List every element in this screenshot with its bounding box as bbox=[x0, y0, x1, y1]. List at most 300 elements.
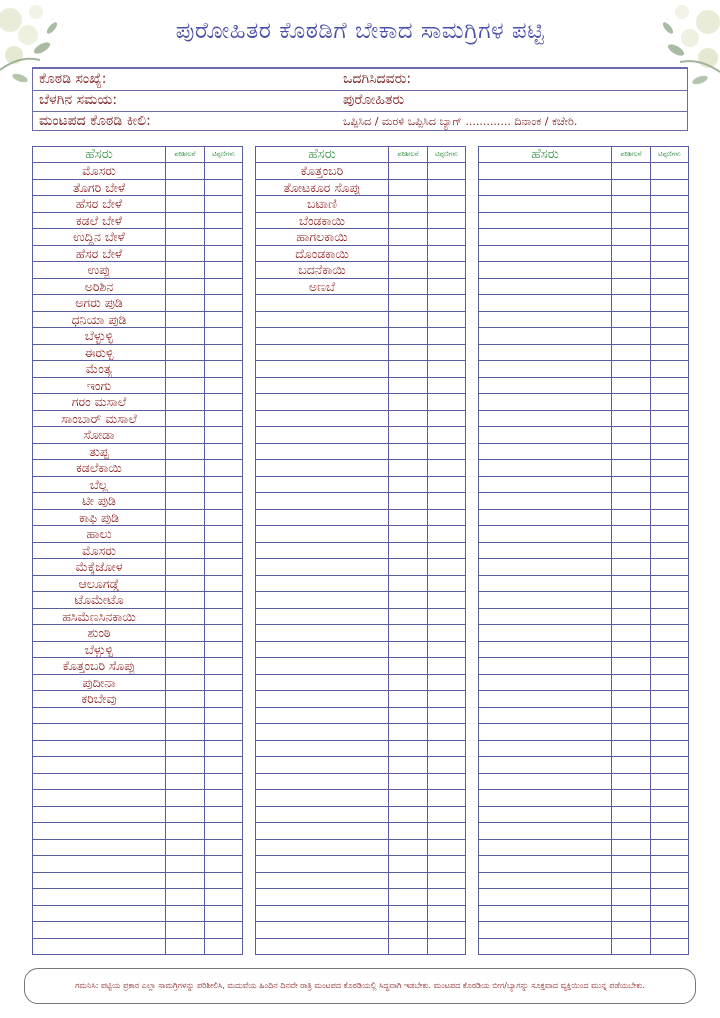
check-cell[interactable] bbox=[612, 212, 651, 229]
notes-cell[interactable] bbox=[428, 361, 466, 378]
check-cell[interactable] bbox=[612, 641, 651, 658]
check-cell[interactable] bbox=[612, 592, 651, 609]
notes-cell[interactable] bbox=[205, 163, 243, 180]
notes-cell[interactable] bbox=[428, 295, 466, 312]
check-cell[interactable] bbox=[166, 427, 205, 444]
check-cell[interactable] bbox=[166, 493, 205, 510]
check-cell[interactable] bbox=[166, 905, 205, 922]
check-cell[interactable] bbox=[166, 410, 205, 427]
check-cell[interactable] bbox=[612, 427, 651, 444]
check-cell[interactable] bbox=[612, 922, 651, 939]
check-cell[interactable] bbox=[612, 674, 651, 691]
notes-cell[interactable] bbox=[651, 806, 689, 823]
check-cell[interactable] bbox=[389, 641, 428, 658]
notes-cell[interactable] bbox=[428, 707, 466, 724]
notes-cell[interactable] bbox=[205, 905, 243, 922]
check-cell[interactable] bbox=[166, 658, 205, 675]
check-cell[interactable] bbox=[166, 856, 205, 873]
notes-cell[interactable] bbox=[651, 757, 689, 774]
notes-cell[interactable] bbox=[205, 443, 243, 460]
check-cell[interactable] bbox=[612, 229, 651, 246]
notes-cell[interactable] bbox=[205, 823, 243, 840]
notes-cell[interactable] bbox=[205, 575, 243, 592]
check-cell[interactable] bbox=[389, 361, 428, 378]
notes-cell[interactable] bbox=[651, 839, 689, 856]
notes-cell[interactable] bbox=[428, 872, 466, 889]
notes-cell[interactable] bbox=[205, 377, 243, 394]
notes-cell[interactable] bbox=[205, 361, 243, 378]
check-cell[interactable] bbox=[166, 328, 205, 345]
check-cell[interactable] bbox=[389, 344, 428, 361]
notes-cell[interactable] bbox=[651, 938, 689, 955]
notes-cell[interactable] bbox=[205, 806, 243, 823]
notes-cell[interactable] bbox=[651, 344, 689, 361]
check-cell[interactable] bbox=[389, 806, 428, 823]
notes-cell[interactable] bbox=[651, 823, 689, 840]
notes-cell[interactable] bbox=[428, 460, 466, 477]
check-cell[interactable] bbox=[166, 542, 205, 559]
check-cell[interactable] bbox=[389, 212, 428, 229]
check-cell[interactable] bbox=[612, 658, 651, 675]
notes-cell[interactable] bbox=[428, 493, 466, 510]
notes-cell[interactable] bbox=[428, 344, 466, 361]
check-cell[interactable] bbox=[389, 493, 428, 510]
table-row bbox=[256, 806, 466, 823]
check-cell[interactable] bbox=[612, 410, 651, 427]
notes-cell[interactable] bbox=[428, 196, 466, 213]
check-cell[interactable] bbox=[612, 394, 651, 411]
check-cell[interactable] bbox=[166, 889, 205, 906]
check-cell[interactable] bbox=[389, 724, 428, 741]
notes-cell[interactable] bbox=[651, 790, 689, 807]
item-name: ಟೀ ಪುಡಿ bbox=[33, 493, 166, 510]
check-cell[interactable] bbox=[166, 674, 205, 691]
notes-cell[interactable] bbox=[205, 658, 243, 675]
check-cell[interactable] bbox=[612, 311, 651, 328]
item-name: ಕರಿಬೇವು bbox=[33, 691, 166, 708]
check-cell[interactable] bbox=[612, 179, 651, 196]
check-cell[interactable] bbox=[612, 806, 651, 823]
notes-cell[interactable] bbox=[428, 641, 466, 658]
check-cell[interactable] bbox=[612, 839, 651, 856]
check-cell[interactable] bbox=[389, 938, 428, 955]
notes-cell[interactable] bbox=[428, 839, 466, 856]
item-name bbox=[479, 311, 612, 328]
notes-cell[interactable] bbox=[428, 245, 466, 262]
check-cell[interactable] bbox=[389, 427, 428, 444]
notes-cell[interactable] bbox=[651, 328, 689, 345]
notes-cell[interactable] bbox=[651, 691, 689, 708]
notes-cell[interactable] bbox=[428, 509, 466, 526]
check-cell[interactable] bbox=[612, 542, 651, 559]
notes-cell[interactable] bbox=[428, 889, 466, 906]
notes-cell[interactable] bbox=[205, 328, 243, 345]
notes-cell[interactable] bbox=[205, 311, 243, 328]
notes-cell[interactable] bbox=[205, 278, 243, 295]
notes-cell[interactable] bbox=[651, 295, 689, 312]
check-cell[interactable] bbox=[389, 163, 428, 180]
check-cell[interactable] bbox=[612, 245, 651, 262]
notes-cell[interactable] bbox=[651, 361, 689, 378]
check-cell[interactable] bbox=[389, 476, 428, 493]
notes-cell[interactable] bbox=[205, 427, 243, 444]
notes-cell[interactable] bbox=[651, 559, 689, 576]
check-cell[interactable] bbox=[166, 691, 205, 708]
check-cell[interactable] bbox=[389, 377, 428, 394]
check-cell[interactable] bbox=[389, 856, 428, 873]
check-cell[interactable] bbox=[389, 707, 428, 724]
notes-cell[interactable] bbox=[428, 377, 466, 394]
notes-cell[interactable] bbox=[428, 559, 466, 576]
notes-cell[interactable] bbox=[651, 212, 689, 229]
notes-cell[interactable] bbox=[651, 674, 689, 691]
check-cell[interactable] bbox=[166, 163, 205, 180]
check-cell[interactable] bbox=[389, 460, 428, 477]
notes-cell[interactable] bbox=[428, 740, 466, 757]
check-cell[interactable] bbox=[166, 575, 205, 592]
notes-cell[interactable] bbox=[428, 938, 466, 955]
notes-cell[interactable] bbox=[428, 806, 466, 823]
notes-cell[interactable] bbox=[428, 427, 466, 444]
notes-cell[interactable] bbox=[651, 773, 689, 790]
notes-cell[interactable] bbox=[205, 707, 243, 724]
notes-cell[interactable] bbox=[205, 476, 243, 493]
notes-cell[interactable] bbox=[651, 922, 689, 939]
notes-cell[interactable] bbox=[205, 839, 243, 856]
check-cell[interactable] bbox=[389, 542, 428, 559]
check-cell[interactable] bbox=[166, 872, 205, 889]
check-cell[interactable] bbox=[389, 790, 428, 807]
column-header-notes: ಟಿಪ್ಪಣಿಗಳು bbox=[428, 147, 466, 163]
check-cell[interactable] bbox=[612, 509, 651, 526]
check-cell[interactable] bbox=[389, 509, 428, 526]
check-cell[interactable] bbox=[612, 344, 651, 361]
check-cell[interactable] bbox=[166, 509, 205, 526]
check-cell[interactable] bbox=[166, 179, 205, 196]
check-cell[interactable] bbox=[612, 773, 651, 790]
check-cell[interactable] bbox=[166, 295, 205, 312]
notes-cell[interactable] bbox=[428, 823, 466, 840]
check-cell[interactable] bbox=[389, 311, 428, 328]
notes-cell[interactable] bbox=[205, 542, 243, 559]
check-cell[interactable] bbox=[612, 889, 651, 906]
notes-cell[interactable] bbox=[205, 196, 243, 213]
notes-cell[interactable] bbox=[651, 229, 689, 246]
check-cell[interactable] bbox=[612, 757, 651, 774]
check-cell[interactable] bbox=[612, 460, 651, 477]
check-cell[interactable] bbox=[389, 559, 428, 576]
notes-cell[interactable] bbox=[205, 559, 243, 576]
notes-cell[interactable] bbox=[428, 394, 466, 411]
check-cell[interactable] bbox=[389, 262, 428, 279]
check-cell[interactable] bbox=[166, 196, 205, 213]
check-cell[interactable] bbox=[389, 889, 428, 906]
check-cell[interactable] bbox=[166, 823, 205, 840]
notes-cell[interactable] bbox=[651, 889, 689, 906]
notes-cell[interactable] bbox=[205, 938, 243, 955]
notes-cell[interactable] bbox=[205, 740, 243, 757]
check-cell[interactable] bbox=[389, 328, 428, 345]
notes-cell[interactable] bbox=[651, 526, 689, 543]
notes-cell[interactable] bbox=[651, 509, 689, 526]
check-cell[interactable] bbox=[612, 526, 651, 543]
notes-cell[interactable] bbox=[428, 658, 466, 675]
notes-cell[interactable] bbox=[428, 542, 466, 559]
check-cell[interactable] bbox=[612, 905, 651, 922]
check-cell[interactable] bbox=[166, 212, 205, 229]
notes-cell[interactable] bbox=[428, 410, 466, 427]
check-cell[interactable] bbox=[389, 608, 428, 625]
item-name bbox=[256, 823, 389, 840]
check-cell[interactable] bbox=[612, 691, 651, 708]
notes-cell[interactable] bbox=[428, 773, 466, 790]
notes-cell[interactable] bbox=[428, 674, 466, 691]
check-cell[interactable] bbox=[166, 790, 205, 807]
notes-cell[interactable] bbox=[428, 592, 466, 609]
item-name bbox=[479, 889, 612, 906]
notes-cell[interactable] bbox=[428, 608, 466, 625]
check-cell[interactable] bbox=[612, 740, 651, 757]
check-cell[interactable] bbox=[166, 361, 205, 378]
check-cell[interactable] bbox=[612, 625, 651, 642]
check-cell[interactable] bbox=[166, 757, 205, 774]
notes-cell[interactable] bbox=[651, 179, 689, 196]
check-cell[interactable] bbox=[389, 394, 428, 411]
table-row bbox=[33, 328, 243, 345]
check-cell[interactable] bbox=[612, 278, 651, 295]
notes-cell[interactable] bbox=[205, 394, 243, 411]
notes-cell[interactable] bbox=[428, 724, 466, 741]
notes-cell[interactable] bbox=[651, 542, 689, 559]
notes-cell[interactable] bbox=[651, 608, 689, 625]
check-cell[interactable] bbox=[389, 658, 428, 675]
notes-cell[interactable] bbox=[651, 625, 689, 642]
check-cell[interactable] bbox=[166, 740, 205, 757]
check-cell[interactable] bbox=[166, 229, 205, 246]
check-cell[interactable] bbox=[389, 526, 428, 543]
notes-cell[interactable] bbox=[428, 212, 466, 229]
check-cell[interactable] bbox=[389, 674, 428, 691]
notes-cell[interactable] bbox=[205, 872, 243, 889]
notes-cell[interactable] bbox=[651, 493, 689, 510]
table-row bbox=[256, 641, 466, 658]
notes-cell[interactable] bbox=[205, 608, 243, 625]
notes-cell[interactable] bbox=[205, 856, 243, 873]
check-cell[interactable] bbox=[612, 295, 651, 312]
check-cell[interactable] bbox=[389, 410, 428, 427]
notes-cell[interactable] bbox=[651, 872, 689, 889]
notes-cell[interactable] bbox=[651, 460, 689, 477]
notes-cell[interactable] bbox=[205, 592, 243, 609]
check-cell[interactable] bbox=[612, 443, 651, 460]
check-cell[interactable] bbox=[612, 724, 651, 741]
check-cell[interactable] bbox=[612, 856, 651, 873]
notes-cell[interactable] bbox=[651, 427, 689, 444]
notes-cell[interactable] bbox=[428, 526, 466, 543]
notes-cell[interactable] bbox=[205, 493, 243, 510]
notes-cell[interactable] bbox=[651, 394, 689, 411]
check-cell[interactable] bbox=[166, 592, 205, 609]
check-cell[interactable] bbox=[166, 460, 205, 477]
check-cell[interactable] bbox=[166, 625, 205, 642]
notes-cell[interactable] bbox=[205, 344, 243, 361]
check-cell[interactable] bbox=[389, 905, 428, 922]
check-cell[interactable] bbox=[389, 823, 428, 840]
notes-cell[interactable] bbox=[428, 443, 466, 460]
notes-cell[interactable] bbox=[205, 212, 243, 229]
notes-cell[interactable] bbox=[651, 740, 689, 757]
check-cell[interactable] bbox=[389, 922, 428, 939]
notes-cell[interactable] bbox=[428, 757, 466, 774]
notes-cell[interactable] bbox=[205, 625, 243, 642]
notes-cell[interactable] bbox=[651, 476, 689, 493]
notes-cell[interactable] bbox=[205, 724, 243, 741]
check-cell[interactable] bbox=[166, 559, 205, 576]
check-cell[interactable] bbox=[389, 592, 428, 609]
table-row bbox=[33, 344, 243, 361]
check-cell[interactable] bbox=[166, 938, 205, 955]
check-cell[interactable] bbox=[166, 311, 205, 328]
check-cell[interactable] bbox=[389, 773, 428, 790]
notes-cell[interactable] bbox=[428, 922, 466, 939]
notes-cell[interactable] bbox=[651, 658, 689, 675]
notes-cell[interactable] bbox=[651, 905, 689, 922]
notes-cell[interactable] bbox=[428, 790, 466, 807]
check-cell[interactable] bbox=[612, 476, 651, 493]
check-cell[interactable] bbox=[612, 163, 651, 180]
check-cell[interactable] bbox=[166, 443, 205, 460]
check-cell[interactable] bbox=[612, 377, 651, 394]
check-cell[interactable] bbox=[389, 295, 428, 312]
check-cell[interactable] bbox=[389, 691, 428, 708]
notes-cell[interactable] bbox=[205, 295, 243, 312]
notes-cell[interactable] bbox=[205, 410, 243, 427]
notes-cell[interactable] bbox=[651, 641, 689, 658]
notes-cell[interactable] bbox=[205, 262, 243, 279]
item-name bbox=[256, 361, 389, 378]
check-cell[interactable] bbox=[612, 938, 651, 955]
check-cell[interactable] bbox=[166, 724, 205, 741]
check-cell[interactable] bbox=[389, 245, 428, 262]
check-cell[interactable] bbox=[389, 278, 428, 295]
notes-cell[interactable] bbox=[651, 410, 689, 427]
notes-cell[interactable] bbox=[205, 790, 243, 807]
table-row bbox=[256, 509, 466, 526]
notes-cell[interactable] bbox=[428, 575, 466, 592]
check-cell[interactable] bbox=[612, 872, 651, 889]
notes-cell[interactable] bbox=[651, 196, 689, 213]
notes-cell[interactable] bbox=[205, 641, 243, 658]
notes-cell[interactable] bbox=[428, 262, 466, 279]
notes-cell[interactable] bbox=[205, 773, 243, 790]
notes-cell[interactable] bbox=[428, 229, 466, 246]
notes-cell[interactable] bbox=[651, 262, 689, 279]
notes-cell[interactable] bbox=[205, 229, 243, 246]
check-cell[interactable] bbox=[612, 823, 651, 840]
check-cell[interactable] bbox=[389, 839, 428, 856]
check-cell[interactable] bbox=[166, 526, 205, 543]
check-cell[interactable] bbox=[166, 641, 205, 658]
check-cell[interactable] bbox=[166, 922, 205, 939]
notes-cell[interactable] bbox=[651, 443, 689, 460]
notes-cell[interactable] bbox=[428, 179, 466, 196]
check-cell[interactable] bbox=[389, 872, 428, 889]
check-cell[interactable] bbox=[166, 839, 205, 856]
notes-cell[interactable] bbox=[205, 526, 243, 543]
notes-cell[interactable] bbox=[205, 509, 243, 526]
check-cell[interactable] bbox=[612, 328, 651, 345]
notes-cell[interactable] bbox=[205, 691, 243, 708]
notes-cell[interactable] bbox=[651, 311, 689, 328]
notes-cell[interactable] bbox=[205, 889, 243, 906]
check-cell[interactable] bbox=[389, 625, 428, 642]
notes-cell[interactable] bbox=[428, 856, 466, 873]
notes-cell[interactable] bbox=[428, 476, 466, 493]
check-cell[interactable] bbox=[166, 344, 205, 361]
check-cell[interactable] bbox=[612, 608, 651, 625]
notes-cell[interactable] bbox=[428, 278, 466, 295]
check-cell[interactable] bbox=[166, 608, 205, 625]
notes-cell[interactable] bbox=[428, 905, 466, 922]
notes-cell[interactable] bbox=[651, 245, 689, 262]
notes-cell[interactable] bbox=[205, 245, 243, 262]
check-cell[interactable] bbox=[389, 443, 428, 460]
check-cell[interactable] bbox=[166, 773, 205, 790]
check-cell[interactable] bbox=[166, 806, 205, 823]
notes-cell[interactable] bbox=[651, 856, 689, 873]
check-cell[interactable] bbox=[612, 262, 651, 279]
check-cell[interactable] bbox=[389, 757, 428, 774]
check-cell[interactable] bbox=[612, 575, 651, 592]
notes-cell[interactable] bbox=[651, 724, 689, 741]
notes-cell[interactable] bbox=[651, 707, 689, 724]
check-cell[interactable] bbox=[166, 707, 205, 724]
check-cell[interactable] bbox=[612, 196, 651, 213]
check-cell[interactable] bbox=[612, 707, 651, 724]
notes-cell[interactable] bbox=[428, 625, 466, 642]
check-cell[interactable] bbox=[389, 740, 428, 757]
notes-cell[interactable] bbox=[205, 674, 243, 691]
notes-cell[interactable] bbox=[205, 179, 243, 196]
check-cell[interactable] bbox=[389, 179, 428, 196]
notes-cell[interactable] bbox=[428, 328, 466, 345]
check-cell[interactable] bbox=[612, 790, 651, 807]
notes-cell[interactable] bbox=[428, 691, 466, 708]
check-cell[interactable] bbox=[389, 229, 428, 246]
notes-cell[interactable] bbox=[205, 460, 243, 477]
check-cell[interactable] bbox=[389, 196, 428, 213]
check-cell[interactable] bbox=[612, 559, 651, 576]
notes-cell[interactable] bbox=[651, 592, 689, 609]
notes-cell[interactable] bbox=[205, 757, 243, 774]
notes-cell[interactable] bbox=[428, 311, 466, 328]
notes-cell[interactable] bbox=[651, 278, 689, 295]
notes-cell[interactable] bbox=[651, 575, 689, 592]
notes-cell[interactable] bbox=[205, 922, 243, 939]
check-cell[interactable] bbox=[166, 245, 205, 262]
check-cell[interactable] bbox=[166, 394, 205, 411]
notes-cell[interactable] bbox=[651, 377, 689, 394]
check-cell[interactable] bbox=[166, 377, 205, 394]
notes-cell[interactable] bbox=[428, 163, 466, 180]
check-cell[interactable] bbox=[166, 262, 205, 279]
check-cell[interactable] bbox=[166, 476, 205, 493]
check-cell[interactable] bbox=[389, 575, 428, 592]
check-cell[interactable] bbox=[612, 493, 651, 510]
check-cell[interactable] bbox=[612, 361, 651, 378]
notes-cell[interactable] bbox=[651, 163, 689, 180]
check-cell[interactable] bbox=[166, 278, 205, 295]
